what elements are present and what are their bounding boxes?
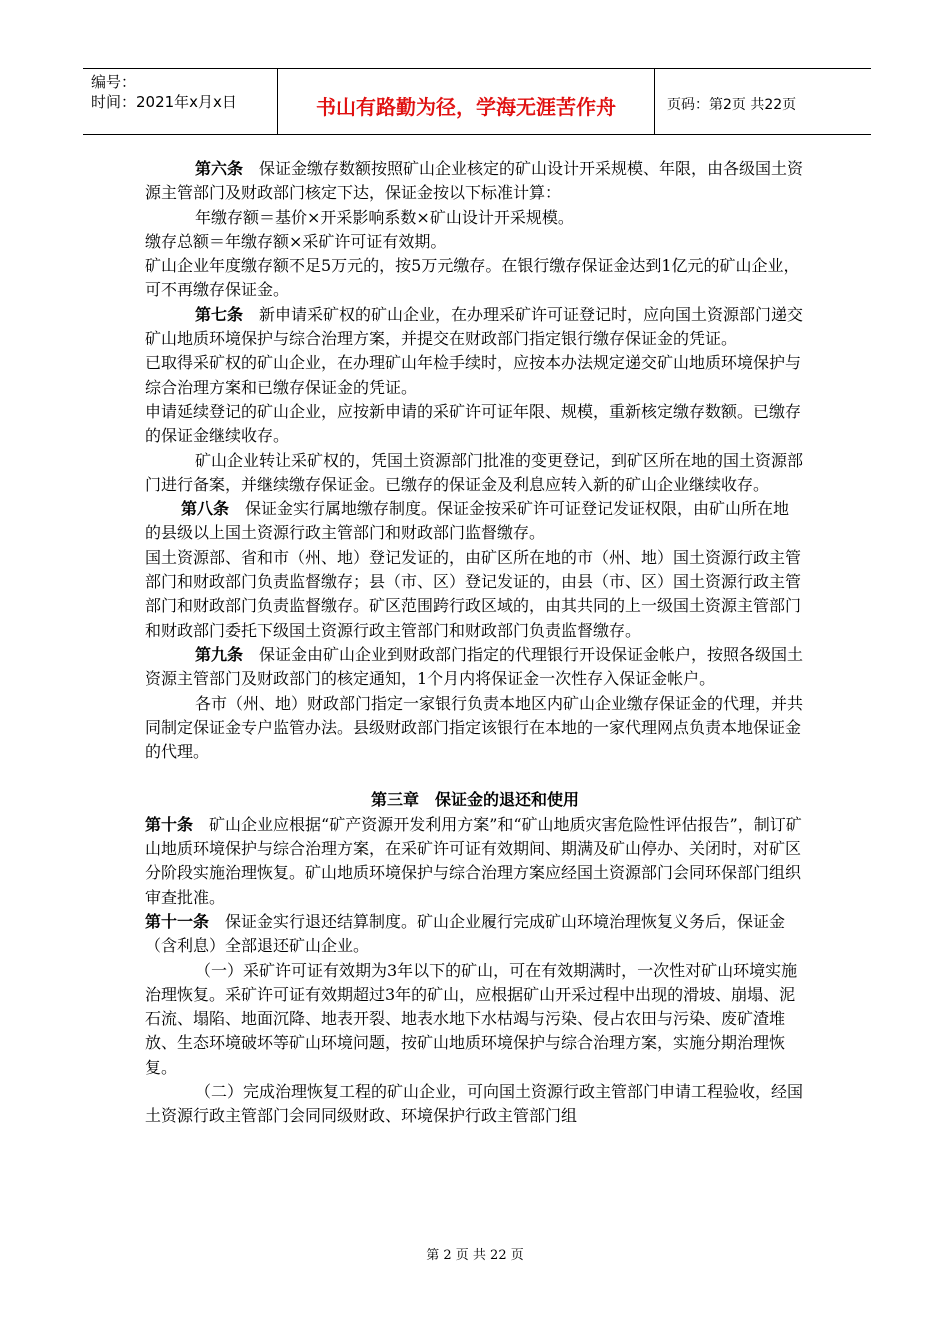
article-title: 第七条 <box>195 304 244 324</box>
header-motto: 书山有路勤为径，学海无涯苦作舟 <box>316 95 616 119</box>
paragraph: 申请延续登记的矿山企业，应按新申请的采矿许可证年限、规模，重新核定缴存数额。已缴存的保证金继续收存。 <box>145 401 802 446</box>
paragraph: 国土资源部、省和市（州、地）登记发证的，由矿区所在地的市（州、地）国土资源行政主管部门和财政部门负责监督缴存；县（市、区）登记发证的，由县（市、区）国土资源行政主管部门和财政部门负责监督缴存。矿区范围跨行政区域的，由其共同的上一级国土资源主管部门和财政部门委托下级国土资源行政主管部门和财政部门负责监督缴存。 <box>145 547 802 640</box>
article-title: 第十一条 <box>145 911 210 931</box>
paragraph: （二）完成治理恢复工程的矿山企业，可向国土资源行政主管部门申请工程验收，经国土资源行政主管部门会同同级财政、环境保护行政主管部门组 <box>145 1081 804 1126</box>
header-divider <box>277 68 278 135</box>
article-8 <box>145 497 805 546</box>
formula-total: 缴存总额＝年缴存额×采矿许可证有效期。 <box>145 231 447 251</box>
article-text: 矿山企业应根据“矿产资源开发利用方案”和“矿山地质灾害危险性评估报告”，制订矿山地质环境保护与综合治理方案，在采矿许可证有效期间、期满及矿山停办、关闭时，对矿区分阶段实施治理恢复。矿山地质环境保护与综合治理方案应经国土资源部门会同环保部门组织审查批准。 <box>145 814 802 907</box>
document-body <box>145 157 805 1129</box>
header-page-number: 页码：第2页 共22页 <box>667 97 797 113</box>
article-text: 保证金实行属地缴存制度。保证金按采矿许可证登记发证权限，由矿山所在地的县级以上国土资源行政主管部门和财政部门监督缴存。 <box>145 499 790 543</box>
article-text: 保证金缴存数额按照矿山企业核定的矿山设计开采规模、年限，由各级国土资源主管部门及财政部门核定下达，保证金按以下标准计算： <box>145 159 804 203</box>
header-meta <box>91 72 237 112</box>
article-11 <box>145 910 805 959</box>
article-title: 第八条 <box>181 499 230 519</box>
header-top-rule <box>83 68 871 69</box>
page-footer: 第 2 页 共 22 页 <box>426 1248 524 1263</box>
article-9 <box>145 643 805 692</box>
article-text: 保证金实行退还结算制度。矿山企业履行完成矿山环境治理恢复义务后，保证金（含利息）全部退还矿山企业。 <box>145 911 786 956</box>
chapter-heading: 第三章 保证金的退还和使用 <box>370 790 579 810</box>
paragraph: 已取得采矿权的矿山企业，在办理矿山年检手续时，应按本办法规定递交矿山地质环境保护与综合治理方案和已缴存保证金的凭证。 <box>145 353 802 397</box>
header-time: 时间：2021年x月x日 <box>91 93 237 111</box>
header-divider <box>654 68 655 135</box>
paragraph: 各市（州、地）财政部门指定一家银行负责本地区内矿山企业缴存保证金的代理，并共同制定保证金专户监管办法。县级财政部门指定该银行在本地的一家代理网点负责本地保证金的代理。 <box>145 693 804 762</box>
article-title: 第九条 <box>195 644 244 664</box>
page-header <box>83 68 871 136</box>
article-title: 第十条 <box>145 814 194 834</box>
paragraph: 矿山企业转让采矿权的，凭国土资源部门批准的变更登记，到矿区所在地的国土资源部门进行备案，并继续缴存保证金。已缴存的保证金及利息应转入新的矿山企业继续收存。 <box>145 450 804 494</box>
article-text: 新申请采矿权的矿山企业，在办理采矿许可证登记时，应向国土资源部门递交矿山地质环境保护与综合治理方案，并提交在财政部门指定银行缴存保证金的凭证。 <box>145 304 804 349</box>
article-6 <box>145 157 805 206</box>
header-number: 编号： <box>91 73 137 91</box>
header-bottom-rule <box>83 134 871 135</box>
paragraph: 矿山企业年度缴存额不足5万元的，按5万元缴存。在银行缴存保证金达到1亿元的矿山企业，可不再缴存保证金。 <box>145 256 800 300</box>
article-10 <box>145 813 805 910</box>
article-text: 保证金由矿山企业到财政部门指定的代理银行开设保证金帐户，按照各级国土资源主管部门及财政部门的核定通知，1个月内将保证金一次性存入保证金帐户。 <box>145 644 804 689</box>
article-title: 第六条 <box>195 159 244 178</box>
article-7 <box>145 303 805 352</box>
paragraph: （一）采矿许可证有效期为3年以下的矿山，可在有效期满时，一次性对矿山环境实施治理恢复。采矿许可证有效期超过3年的矿山，应根据矿山开采过程中出现的滑坡、崩塌、泥石流、塌陷、地面沉降、地表开裂、地表水地下水枯竭与污染、侵占农田与污染、废矿渣堆放、生态环境破坏等矿山环境问题，按矿山地质环境保护与综合治理方案，实施分期治理恢复。 <box>145 960 798 1077</box>
formula-annual: 年缴存额＝基价×开采影响系数×矿山设计开采规模。 <box>195 207 574 227</box>
spacer <box>145 764 805 788</box>
